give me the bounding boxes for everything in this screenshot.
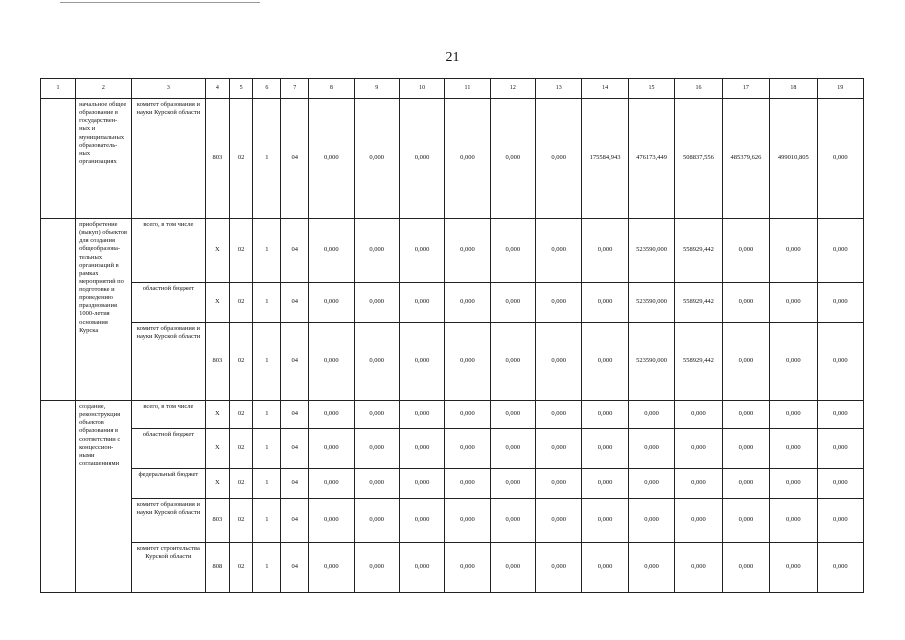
section-code-cell: 02 — [229, 283, 253, 323]
header-cell: 16 — [675, 79, 722, 99]
value-cell: 0,000 — [628, 401, 674, 429]
table-row — [41, 429, 864, 469]
target-code-cell: 04 — [281, 283, 309, 323]
section-number-cell — [41, 401, 76, 593]
value-cell: 0,000 — [399, 323, 444, 401]
target-code-cell: 04 — [281, 99, 309, 219]
value-cell: 476173,449 — [628, 99, 674, 219]
section-code-cell: 02 — [229, 219, 253, 283]
value-cell: 0,000 — [309, 283, 354, 323]
value-cell: 0,000 — [399, 283, 444, 323]
value-cell: 0,000 — [399, 499, 444, 543]
grbs-code-cell: 803 — [206, 323, 230, 401]
header-cell: 7 — [281, 79, 309, 99]
value-cell: 0,000 — [354, 283, 399, 323]
value-cell: 0,000 — [309, 323, 354, 401]
value-cell: 0,000 — [722, 543, 769, 593]
top-rule — [60, 2, 260, 3]
value-cell: 0,000 — [309, 469, 354, 499]
table-row — [41, 99, 864, 219]
value-cell: 0,000 — [582, 469, 628, 499]
value-cell: 0,000 — [309, 543, 354, 593]
value-cell: 0,000 — [399, 543, 444, 593]
value-cell: 0,000 — [354, 469, 399, 499]
value-cell: 558929,442 — [675, 283, 722, 323]
value-cell: 0,000 — [817, 543, 863, 593]
section-code-cell: 02 — [229, 469, 253, 499]
value-cell: 0,000 — [490, 543, 535, 593]
header-cell: 17 — [722, 79, 769, 99]
value-cell: 0,000 — [536, 99, 582, 219]
value-cell: 0,000 — [399, 99, 444, 219]
value-cell: 0,000 — [582, 323, 628, 401]
value-cell: 0,000 — [722, 283, 769, 323]
header-cell: 14 — [582, 79, 628, 99]
table-row — [41, 543, 864, 593]
target-code-cell: 04 — [281, 401, 309, 429]
subsection-code-cell: 1 — [253, 219, 281, 283]
table-row — [41, 283, 864, 323]
grbs-code-cell: X — [206, 283, 230, 323]
grbs-code-cell: X — [206, 219, 230, 283]
value-cell: 0,000 — [817, 99, 863, 219]
table-row — [41, 219, 864, 283]
value-cell: 558929,442 — [675, 323, 722, 401]
subsection-code-cell: 1 — [253, 401, 281, 429]
value-cell: 0,000 — [628, 429, 674, 469]
table-row — [41, 469, 864, 499]
value-cell: 0,000 — [817, 499, 863, 543]
value-cell: 0,000 — [536, 469, 582, 499]
value-cell: 0,000 — [490, 429, 535, 469]
budget-table — [40, 78, 864, 593]
page-number: 21 — [445, 50, 460, 65]
responsible-cell: областной бюджет — [131, 429, 205, 469]
table-row — [41, 323, 864, 401]
value-cell: 0,000 — [722, 401, 769, 429]
value-cell: 0,000 — [354, 499, 399, 543]
value-cell: 0,000 — [536, 499, 582, 543]
header-row — [41, 79, 864, 99]
section-code-cell: 02 — [229, 499, 253, 543]
target-code-cell: 04 — [281, 543, 309, 593]
value-cell: 0,000 — [817, 283, 863, 323]
value-cell: 0,000 — [490, 283, 535, 323]
value-cell: 0,000 — [399, 469, 444, 499]
value-cell: 0,000 — [770, 219, 817, 283]
value-cell: 0,000 — [675, 429, 722, 469]
value-cell: 0,000 — [354, 99, 399, 219]
subsection-code-cell: 1 — [253, 499, 281, 543]
table-row — [41, 499, 864, 543]
section-number-cell — [41, 99, 76, 219]
event-name-cell: начальное общее образование в государствен- ных и муниципальных образователь- ных организациях — [76, 99, 132, 219]
target-code-cell: 04 — [281, 429, 309, 469]
value-cell: 0,000 — [770, 401, 817, 429]
section-code-cell: 02 — [229, 323, 253, 401]
value-cell: 0,000 — [354, 543, 399, 593]
value-cell: 0,000 — [628, 543, 674, 593]
header-cell: 3 — [131, 79, 205, 99]
value-cell: 0,000 — [399, 429, 444, 469]
target-code-cell: 04 — [281, 323, 309, 401]
subsection-code-cell: 1 — [253, 543, 281, 593]
value-cell: 0,000 — [309, 429, 354, 469]
subsection-code-cell: 1 — [253, 429, 281, 469]
header-cell: 6 — [253, 79, 281, 99]
value-cell: 0,000 — [675, 401, 722, 429]
value-cell: 0,000 — [582, 543, 628, 593]
value-cell: 0,000 — [445, 429, 490, 469]
header-cell: 12 — [490, 79, 535, 99]
value-cell: 0,000 — [722, 469, 769, 499]
table-row — [41, 401, 864, 429]
value-cell: 0,000 — [628, 499, 674, 543]
grbs-code-cell: 803 — [206, 499, 230, 543]
value-cell: 0,000 — [770, 499, 817, 543]
value-cell: 0,000 — [536, 401, 582, 429]
value-cell: 0,000 — [490, 401, 535, 429]
value-cell: 0,000 — [770, 469, 817, 499]
header-cell: 18 — [770, 79, 817, 99]
header-cell: 5 — [229, 79, 253, 99]
responsible-cell: федеральный бюджет — [131, 469, 205, 499]
value-cell: 175584,943 — [582, 99, 628, 219]
value-cell: 523590,000 — [628, 219, 674, 283]
value-cell: 0,000 — [817, 401, 863, 429]
section-code-cell: 02 — [229, 429, 253, 469]
value-cell: 0,000 — [770, 543, 817, 593]
value-cell: 0,000 — [536, 543, 582, 593]
value-cell: 0,000 — [582, 401, 628, 429]
value-cell: 0,000 — [582, 429, 628, 469]
header-cell: 10 — [399, 79, 444, 99]
value-cell: 0,000 — [770, 283, 817, 323]
subsection-code-cell: 1 — [253, 99, 281, 219]
value-cell: 0,000 — [628, 469, 674, 499]
value-cell: 0,000 — [582, 499, 628, 543]
target-code-cell: 04 — [281, 499, 309, 543]
value-cell: 0,000 — [722, 499, 769, 543]
responsible-cell: всего, в том числе — [131, 401, 205, 429]
value-cell: 0,000 — [675, 499, 722, 543]
header-cell: 15 — [628, 79, 674, 99]
target-code-cell: 04 — [281, 219, 309, 283]
subsection-code-cell: 1 — [253, 323, 281, 401]
section-code-cell: 02 — [229, 401, 253, 429]
value-cell: 558929,442 — [675, 219, 722, 283]
value-cell: 0,000 — [490, 499, 535, 543]
responsible-cell: комитет образования и науки Курской области — [131, 99, 205, 219]
value-cell: 0,000 — [445, 99, 490, 219]
value-cell: 0,000 — [536, 219, 582, 283]
header-cell: 19 — [817, 79, 863, 99]
responsible-cell: комитет образования и науки Курской области — [131, 499, 205, 543]
value-cell: 0,000 — [582, 283, 628, 323]
value-cell: 0,000 — [354, 323, 399, 401]
target-code-cell: 04 — [281, 469, 309, 499]
value-cell: 508837,556 — [675, 99, 722, 219]
value-cell: 0,000 — [817, 219, 863, 283]
grbs-code-cell: 808 — [206, 543, 230, 593]
responsible-cell: комитет строительства Курской области — [131, 543, 205, 593]
responsible-cell: областной бюджет — [131, 283, 205, 323]
value-cell: 523590,000 — [628, 283, 674, 323]
value-cell: 0,000 — [490, 219, 535, 283]
header-cell: 13 — [536, 79, 582, 99]
grbs-code-cell: X — [206, 429, 230, 469]
value-cell: 0,000 — [445, 469, 490, 499]
value-cell: 523590,000 — [628, 323, 674, 401]
value-cell: 0,000 — [309, 99, 354, 219]
value-cell: 0,000 — [722, 219, 769, 283]
subsection-code-cell: 1 — [253, 283, 281, 323]
value-cell: 0,000 — [445, 543, 490, 593]
value-cell: 0,000 — [722, 323, 769, 401]
value-cell: 0,000 — [770, 429, 817, 469]
header-cell: 2 — [76, 79, 132, 99]
value-cell: 0,000 — [445, 219, 490, 283]
value-cell: 499010,805 — [770, 99, 817, 219]
header-cell: 4 — [206, 79, 230, 99]
value-cell: 0,000 — [354, 429, 399, 469]
section-code-cell: 02 — [229, 99, 253, 219]
grbs-code-cell: 803 — [206, 99, 230, 219]
value-cell: 0,000 — [309, 401, 354, 429]
value-cell: 485379,626 — [722, 99, 769, 219]
event-name-cell: создание, реконструкция объектов образования в соответствии с концессион- ными соглашениями — [76, 401, 132, 593]
value-cell: 0,000 — [309, 499, 354, 543]
grbs-code-cell: X — [206, 401, 230, 429]
responsible-cell: всего, в том числе — [131, 219, 205, 283]
value-cell: 0,000 — [445, 401, 490, 429]
value-cell: 0,000 — [817, 469, 863, 499]
value-cell: 0,000 — [490, 323, 535, 401]
value-cell: 0,000 — [582, 219, 628, 283]
header-cell: 1 — [41, 79, 76, 99]
value-cell: 0,000 — [445, 283, 490, 323]
value-cell: 0,000 — [675, 543, 722, 593]
header-cell: 9 — [354, 79, 399, 99]
grbs-code-cell: X — [206, 469, 230, 499]
value-cell: 0,000 — [354, 401, 399, 429]
value-cell: 0,000 — [817, 323, 863, 401]
value-cell: 0,000 — [354, 219, 399, 283]
value-cell: 0,000 — [536, 283, 582, 323]
value-cell: 0,000 — [490, 469, 535, 499]
header-cell: 11 — [445, 79, 490, 99]
event-name-cell: приобретение (выкуп) объектов для создания общеобразова- тельных организаций в рамках мероприятий по подготовке и проведению празднования 1000-летия основания Курска — [76, 219, 132, 401]
header-cell: 8 — [309, 79, 354, 99]
value-cell: 0,000 — [675, 469, 722, 499]
responsible-cell: комитет образования и науки Курской области — [131, 323, 205, 401]
value-cell: 0,000 — [309, 219, 354, 283]
value-cell: 0,000 — [536, 429, 582, 469]
value-cell: 0,000 — [817, 429, 863, 469]
value-cell: 0,000 — [445, 323, 490, 401]
value-cell: 0,000 — [770, 323, 817, 401]
value-cell: 0,000 — [445, 499, 490, 543]
subsection-code-cell: 1 — [253, 469, 281, 499]
value-cell: 0,000 — [536, 323, 582, 401]
value-cell: 0,000 — [399, 401, 444, 429]
value-cell: 0,000 — [490, 99, 535, 219]
section-code-cell: 02 — [229, 543, 253, 593]
section-number-cell — [41, 219, 76, 401]
value-cell: 0,000 — [399, 219, 444, 283]
value-cell: 0,000 — [722, 429, 769, 469]
